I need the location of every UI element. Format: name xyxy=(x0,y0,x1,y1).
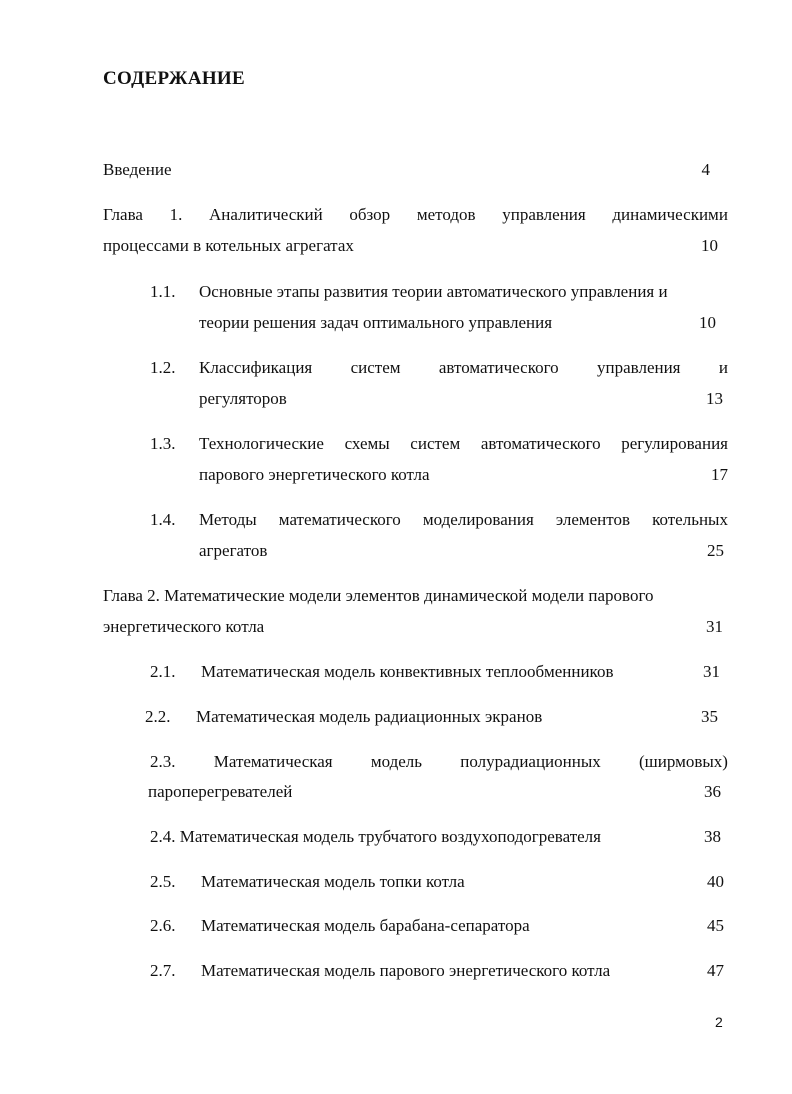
toc-s2-7-number: 2.7. xyxy=(150,961,176,980)
word: схемы xyxy=(344,434,390,453)
toc-s2-5-title: Математическая модель топки котла xyxy=(201,872,465,891)
toc-s2-2-number: 2.2. xyxy=(145,707,171,726)
word: котельных xyxy=(652,510,728,529)
word: 1. xyxy=(169,205,183,224)
toc-s2-4-title: 2.4. Математическая модель трубчатого воздухоподогревателя xyxy=(150,827,601,846)
toc-s2-6-title: Математическая модель барабана-сепаратора xyxy=(201,916,530,935)
toc-s1-4-line2: агрегатов xyxy=(199,541,268,560)
toc-intro-page: 4 xyxy=(701,160,710,179)
word: обзор xyxy=(349,205,391,224)
word: моделирования xyxy=(422,510,534,529)
word: Технологические xyxy=(199,434,324,453)
toc-s1-2-number: 1.2. xyxy=(150,358,176,377)
word: автоматического xyxy=(438,358,559,377)
toc-s2-3-page: 36 xyxy=(704,782,721,801)
toc-chapter1-line1 xyxy=(103,205,728,225)
word: Глава xyxy=(103,205,143,224)
toc-chapter2-line1: Глава 2. Математические модели элементов динамической модели парового xyxy=(103,586,654,605)
toc-s2-1-page: 31 xyxy=(703,662,720,681)
toc-s2-3-line1 xyxy=(150,752,728,772)
word: элементов xyxy=(555,510,631,529)
toc-s2-6-number: 2.6. xyxy=(150,916,176,935)
word: Математическая xyxy=(213,752,333,771)
word: модель xyxy=(370,752,423,771)
toc-s2-6-page: 45 xyxy=(707,916,724,935)
word: (ширмовых) xyxy=(639,752,728,771)
word: Классификация xyxy=(199,358,313,377)
word: и xyxy=(718,358,728,377)
toc-s2-2-title: Математическая модель радиационных экранов xyxy=(196,707,543,726)
page-number: 2 xyxy=(715,1014,723,1030)
toc-s1-4-line1 xyxy=(199,510,728,530)
toc-s2-1-title: Математическая модель конвективных теплообменников xyxy=(201,662,614,681)
toc-s2-1-number: 2.1. xyxy=(150,662,176,681)
word: 2.3. xyxy=(150,752,176,771)
toc-s1-2-line2: регуляторов xyxy=(199,389,287,408)
toc-s2-5-page: 40 xyxy=(707,872,724,891)
toc-s1-1-page: 10 xyxy=(699,313,716,332)
toc-chapter2-line2: энергетического котла xyxy=(103,617,265,636)
toc-chapter2-page: 31 xyxy=(706,617,723,636)
toc-s2-4-page: 38 xyxy=(704,827,721,846)
word: регулирования xyxy=(621,434,728,453)
page-title: СОДЕРЖАНИЕ xyxy=(103,68,245,89)
word: управления xyxy=(597,358,681,377)
word: Методы xyxy=(199,510,257,529)
toc-s1-1-line1: Основные этапы развития теории автоматического управления и xyxy=(199,282,668,301)
toc-s1-3-line1 xyxy=(199,434,728,454)
toc-s2-5-number: 2.5. xyxy=(150,872,176,891)
toc-s1-2-page: 13 xyxy=(706,389,723,408)
word: управления xyxy=(502,205,586,224)
toc-s2-2-page: 35 xyxy=(701,707,718,726)
word: систем xyxy=(410,434,461,453)
toc-intro-label: Введение xyxy=(103,160,172,179)
toc-s1-3-number: 1.3. xyxy=(150,434,176,453)
toc-s1-3-line2: парового энергетического котла xyxy=(199,465,430,484)
toc-s1-1-number: 1.1. xyxy=(150,282,176,301)
word: Аналитический xyxy=(209,205,323,224)
toc-chapter1-line2: процессами в котельных агрегатах xyxy=(103,236,354,255)
toc-s1-1-line2: теории решения задач оптимального управления xyxy=(199,313,553,332)
toc-chapter1-page: 10 xyxy=(701,236,718,255)
word: математического xyxy=(278,510,401,529)
toc-s2-3-line2: пароперегревателей xyxy=(148,782,293,801)
word: динамическими xyxy=(612,205,728,224)
word: методов xyxy=(416,205,476,224)
toc-s1-4-number: 1.4. xyxy=(150,510,176,529)
word: систем xyxy=(350,358,401,377)
toc-s2-7-page: 47 xyxy=(707,961,724,980)
toc-s1-3-page: 17 xyxy=(711,465,728,484)
toc-s1-4-page: 25 xyxy=(707,541,724,560)
toc-s2-7-title: Математическая модель парового энергетического котла xyxy=(201,961,611,980)
toc-s1-2-line1 xyxy=(199,358,728,378)
word: полурадиационных xyxy=(460,752,601,771)
word: автоматического xyxy=(480,434,601,453)
